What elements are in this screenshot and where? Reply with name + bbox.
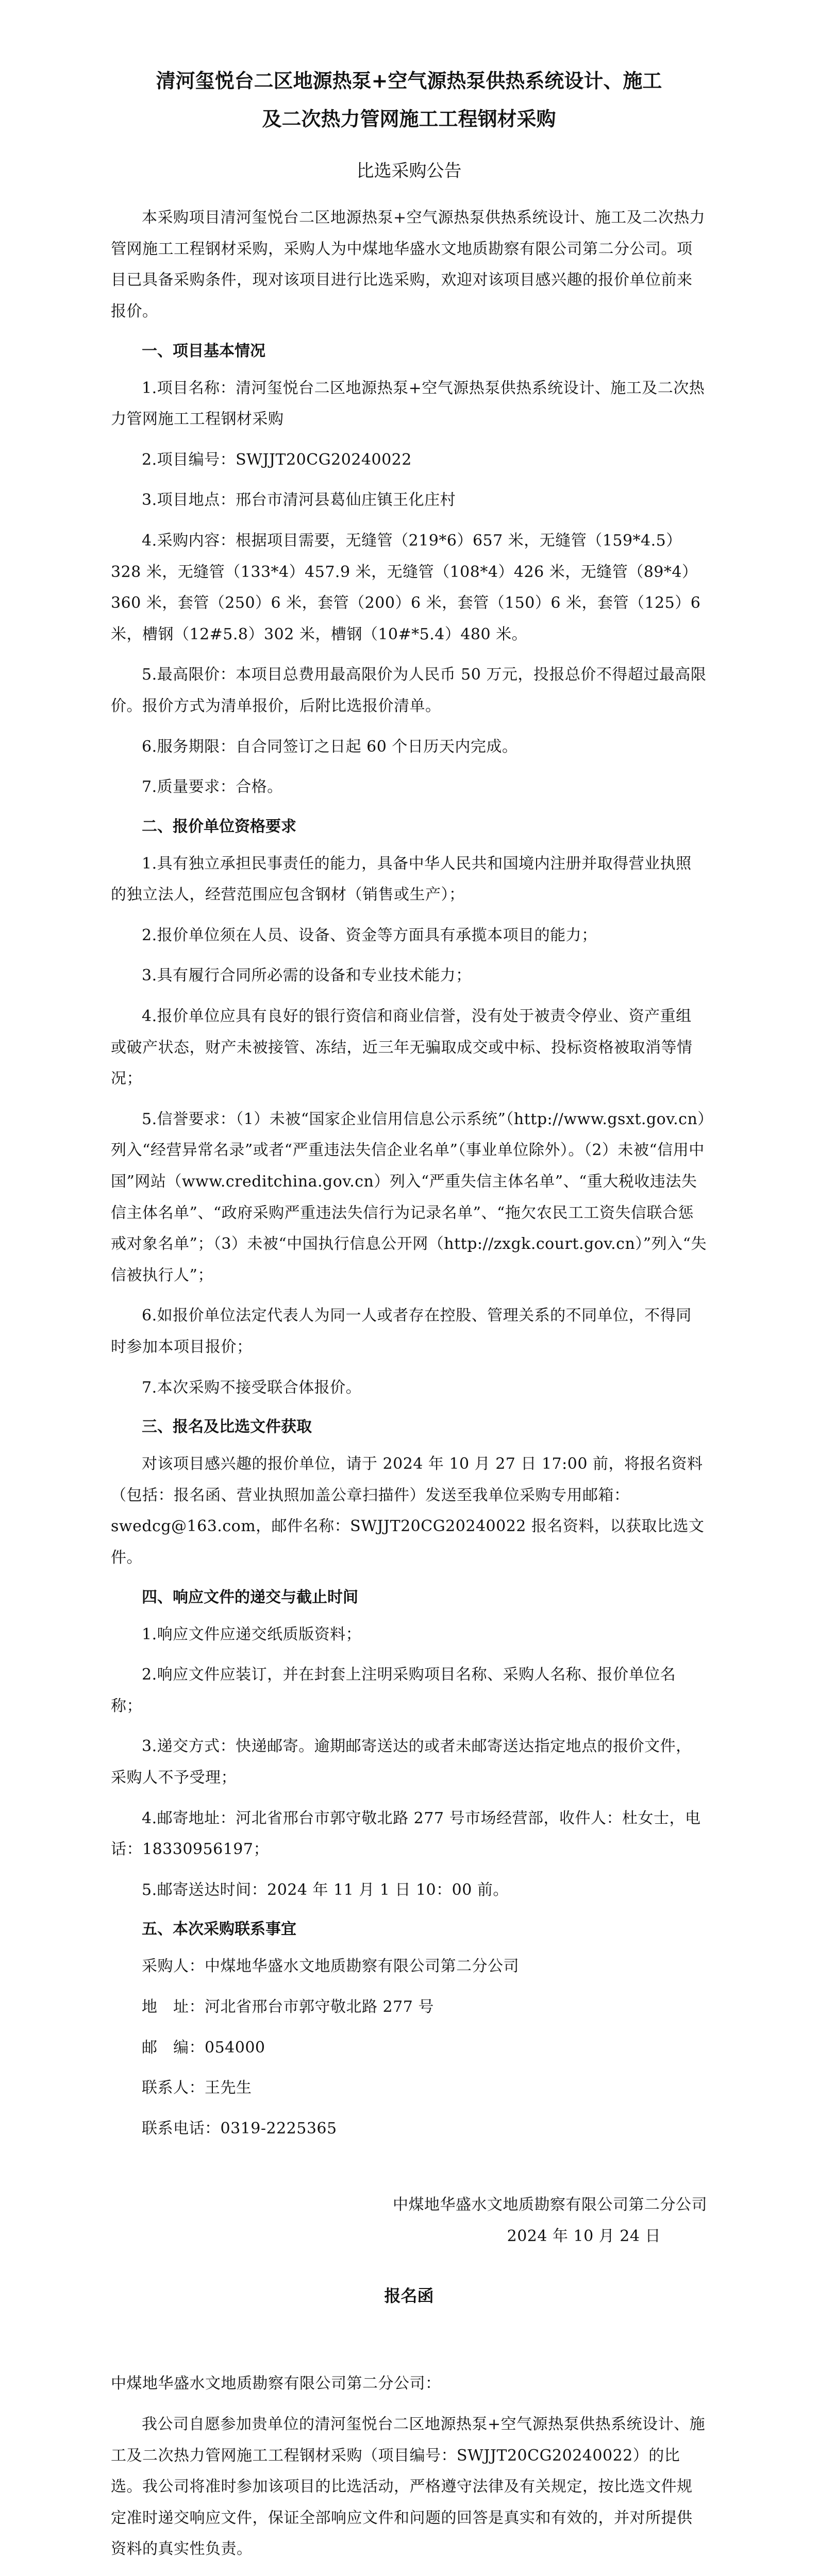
sec1-item-7: 7.质量要求：合格。 <box>142 778 283 796</box>
sec2-item-7: 7.本次采购不接受联合体报价。 <box>142 1378 362 1397</box>
section-4-heading: 四、响应文件的递交与截止时间 <box>142 1588 358 1606</box>
section-3-heading: 三、报名及比选文件获取 <box>142 1418 312 1436</box>
sec2-item-3: 3.具有履行合同所必需的设备和专业技术能力； <box>142 967 472 985</box>
sec1-item-3: 3.项目地点：邢台市清河县葛仙庄镇王化庄村 <box>142 491 456 510</box>
contact-person: 联系人：王先生 <box>142 2079 252 2097</box>
sec4-item-5: 5.邮寄送达时间：2024 年 11 月 1 日 10：00 前。 <box>142 1880 509 1899</box>
contact-phone: 联系电话：0319-2225365 <box>142 2119 337 2138</box>
sec1-item-5: 5.最高限价：本项目总费用最高限价为人民币 50 万元，投报总价不得超过最高限价。报价方式为清单报价，后附比选报价清单。 <box>111 666 707 715</box>
sec2-item-6: 6.如报价单位法定代表人为同一人或者存在控股、管理关系的不同单位，不得同时参加本项目报价； <box>111 1307 692 1356</box>
sec2-item-1: 1.具有独立承担民事责任的能力，具备中华人民共和国境内注册并取得营业执照的独立法人，经营范围应包含钢材（销售或生产）； <box>111 854 692 904</box>
sec1-item-4: 4.采购内容：根据项目需要，无缝管（219*6）657 米，无缝管（159*4.5）328 米，无缝管（133*4）457.9 米，无缝管（108*4）426 米，无缝管（89*4）360 米，套管（250）6 米，套管（200）6 米，套管（150）6 米，套管（125）6 米，槽钢（12#5.8）302 米，槽钢（10#*5.4）480 米。 <box>111 531 701 643</box>
section-2-heading: 二、报价单位资格要求 <box>142 817 296 836</box>
document-subtitle: 比选采购公告 <box>356 161 462 182</box>
registration-body: 我公司自愿参加贵单位的清河玺悦台二区地源热泵+空气源热泵供热系统设计、施工及二次热力管网施工工程钢材采购（项目编号：SWJJT20CG20240022）的比选。我公司将准时参加该项目的比选活动，严格遵守法律及有关规定，按比选文件规定准时递交响应文件，保证全部响应文件和问题的回答是真实和有效的，并对所提供资料的真实性负责。 <box>111 2415 706 2558</box>
sec1-item-6: 6.服务期限：自合同签订之日起 60 个日历天内完成。 <box>142 737 518 756</box>
sec4-item-1: 1.响应文件应递交纸质版资料； <box>142 1625 362 1643</box>
section-5-heading: 五、本次采购联系事宜 <box>142 1920 296 1939</box>
document-title <box>111 62 707 138</box>
title-line-1: 清河玺悦台二区地源热泵+空气源热泵供热系统设计、施工 <box>156 70 662 92</box>
sec1-item-2: 2.项目编号：SWJJT20CG20240022 <box>142 450 412 469</box>
registration-letter-title: 报名函 <box>384 2286 434 2306</box>
contact-purchaser: 采购人：中煤地华盛水文地质勘察有限公司第二分公司 <box>142 1957 519 1976</box>
title-line-2: 及二次热力管网施工工程钢材采购 <box>262 108 556 131</box>
section-1-heading: 一、项目基本情况 <box>142 342 265 360</box>
registration-addressee: 中煤地华盛水文地质勘察有限公司第二分公司： <box>111 2375 441 2393</box>
intro-paragraph: 本采购项目清河玺悦台二区地源热泵+空气源热泵供热系统设计、施工及二次热力管网施工工程钢材采购，采购人为中煤地华盛水文地质勘察有限公司第二分公司。项目已具备采购条件，现对该项目进行比选采购，欢迎对该项目感兴趣的报价单位前来报价。 <box>111 209 706 320</box>
sec1-item-1: 1.项目名称：清河玺悦台二区地源热泵+空气源热泵供热系统设计、施工及二次热力管网施工工程钢材采购 <box>111 379 705 429</box>
sec4-item-4: 4.邮寄地址：河北省邢台市郭守敬北路 277 号市场经营部，收件人：杜女士，电话：18330956197； <box>111 1809 701 1859</box>
sec4-item-3: 3.递交方式：快递邮寄。逾期邮寄送达的或者未邮寄送达指定地点的报价文件，采购人不予受理； <box>111 1737 692 1787</box>
sec2-item-2: 2.报价单位须在人员、设备、资金等方面具有承揽本项目的能力； <box>142 926 597 944</box>
signature-company: 中煤地华盛水文地质勘察有限公司第二分公司 <box>393 2196 707 2214</box>
sec4-item-2: 2.响应文件应装订，并在封套上注明采购项目名称、采购人名称、报价单位名称； <box>111 1666 676 1715</box>
sec3-text: 对该项目感兴趣的报价单位，请于 2024 年 10 月 27 日 17:00 前，将报名资料（包括：报名函、营业执照加盖公章扫描件）发送至我单位采购专用邮箱：swedcg@163.com，邮件名称：SWJJT20CG20240022 报名资料，以获取比选文件。 <box>111 1455 705 1567</box>
contact-postcode: 邮 编：054000 <box>142 2038 265 2057</box>
contact-address: 地 址：河北省邢台市郭守敬北路 277 号 <box>142 1997 434 2016</box>
sec2-item-5: 5.信誉要求：（1）未被“国家企业信用信息公示系统”（http://www.gsxt.gov.cn）列入“经营异常名录”或者“严重违法失信企业名单”（事业单位除外）。（2）未被“信用中国”网站（www.creditchina.gov.cn）列入“严重失信主体名单”、“重大税收违法失信主体名单”、“政府采购严重违法失信行为记录名单”、“拖欠农民工工资失信联合惩戒对象名单”；（3）未被“中国执行信息公开网（http://zxgk.court.gov.cn）”列入“失信被执行人”； <box>111 1110 707 1284</box>
sec2-item-4: 4.报价单位应具有良好的银行资信和商业信誉，没有处于被责令停业、资产重组或破产状态，财产未被接管、冻结，近三年无骗取成交或中标、投标资格被取消等情况； <box>111 1007 693 1088</box>
signature-date: 2024 年 10 月 24 日 <box>507 2227 661 2245</box>
